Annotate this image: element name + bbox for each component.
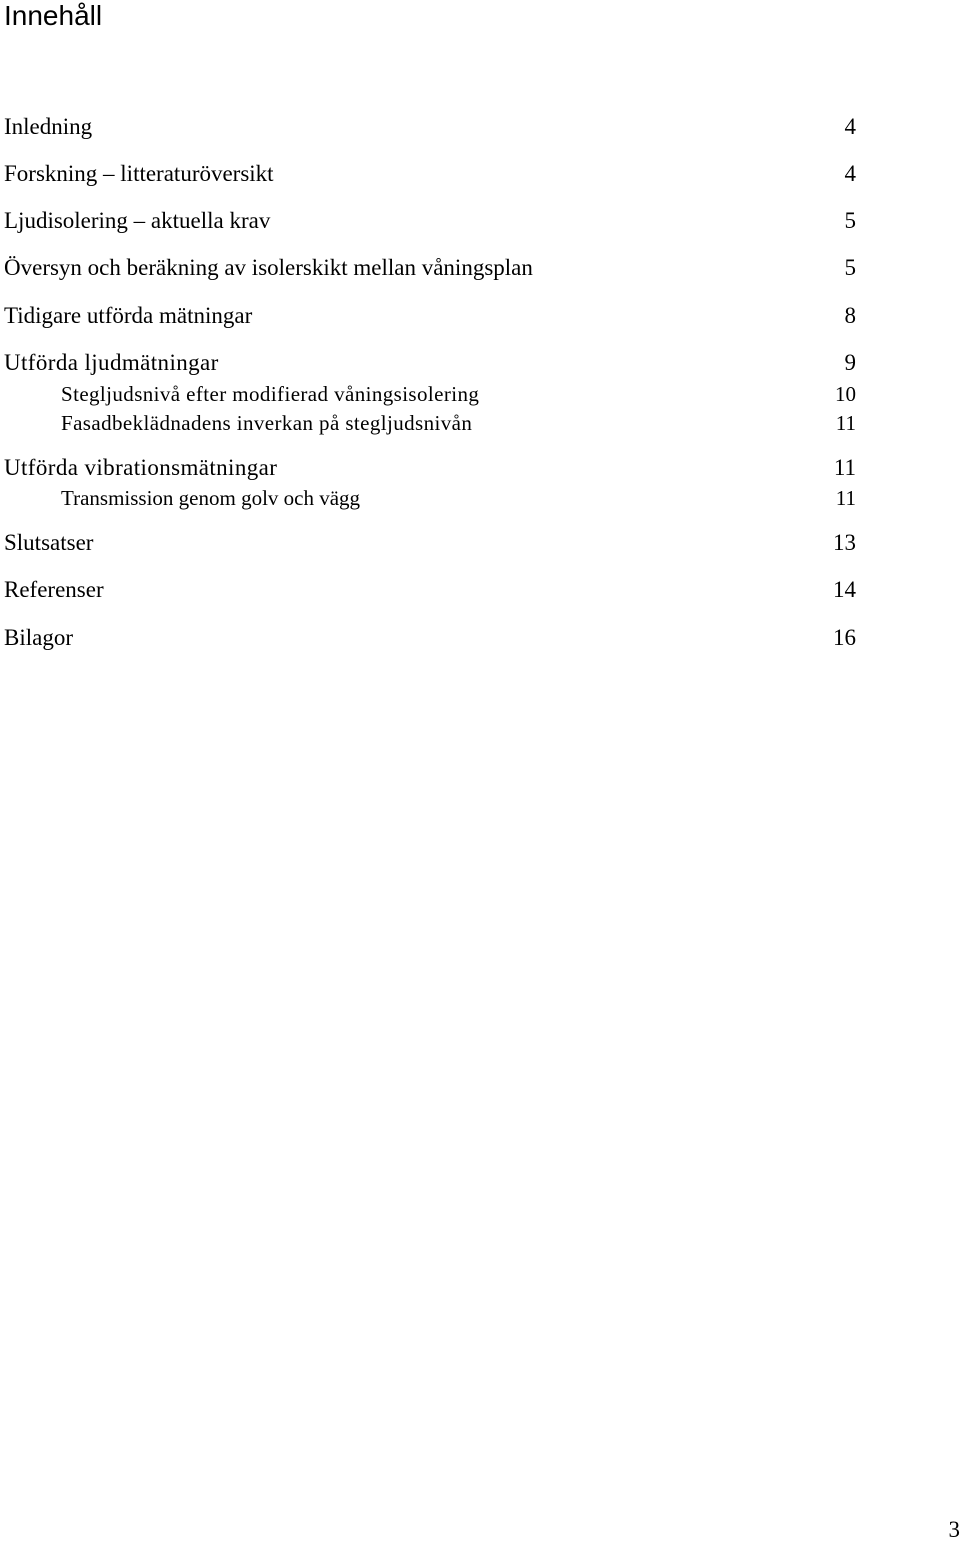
toc-entry[interactable] [0,575,960,605]
toc-entry[interactable] [0,623,960,653]
toc-entry-title: Utförda ljudmätningar [4,348,219,378]
toc-entry-page: 4 [845,159,857,189]
toc-entry[interactable] [0,253,960,283]
toc-subentry-title: Transmission genom golv och vägg [61,483,360,513]
toc-subentry[interactable] [0,408,960,438]
toc-entry-page: 9 [845,348,857,378]
toc-entry-page: 11 [834,453,856,483]
toc-subentry[interactable] [0,483,960,513]
toc-entry-title: Översyn och beräkning av isolerskikt mellan våningsplan [4,253,533,283]
toc-subentry-page: 10 [835,379,856,409]
page-number: 3 [949,1516,960,1544]
toc-entry-title: Utförda vibrationsmätningar [4,453,277,483]
toc-entry[interactable] [0,112,960,142]
toc-entry-page: 14 [833,575,856,605]
toc-subentry-title: Fasadbeklädnadens inverkan på stegljudsnivån [61,408,472,438]
toc-entry[interactable] [0,159,960,189]
toc-entry-page: 4 [845,112,857,142]
toc-entry-title: Bilagor [4,623,73,653]
toc-entry-title: Referenser [4,575,104,605]
toc-entry[interactable] [0,453,960,483]
toc-entry-title: Tidigare utförda mätningar [4,301,252,331]
toc-entry[interactable] [0,301,960,331]
toc-entry-title: Forskning – litteraturöversikt [4,159,274,189]
toc-entry-page: 8 [845,301,857,331]
toc-entry-page: 5 [845,253,857,283]
toc-entry[interactable] [0,348,960,378]
table-of-contents [0,0,960,700]
toc-entry-page: 13 [833,528,856,558]
toc-entry-page: 5 [845,206,857,236]
toc-subentry[interactable] [0,379,960,409]
toc-entry-page: 16 [833,623,856,653]
toc-subentry-page: 11 [836,483,856,513]
toc-subentry-page: 11 [836,408,856,438]
page-title: Innehåll [4,0,102,34]
toc-entry[interactable] [0,206,960,236]
toc-entry-title: Slutsatser [4,528,93,558]
toc-entry[interactable] [0,528,960,558]
toc-subentry-title: Stegljudsnivå efter modifierad våningsisolering [61,379,479,409]
toc-entry-title: Ljudisolering – aktuella krav [4,206,270,236]
toc-entry-title: Inledning [4,112,92,142]
